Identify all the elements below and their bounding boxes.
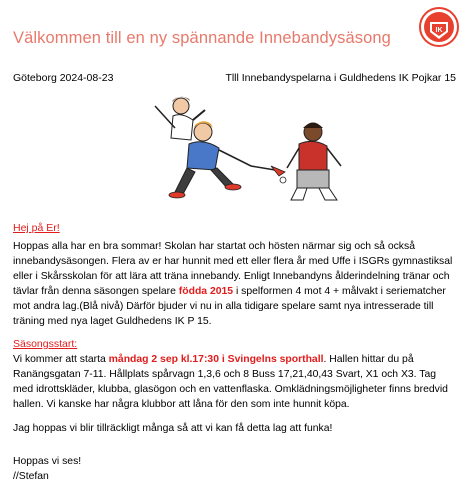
- closing: Hoppas vi ses! //Stefan: [13, 454, 459, 484]
- season-heading: Säsongsstart:: [13, 338, 78, 350]
- floorball-players-illustration: [115, 88, 365, 208]
- signature: //Stefan: [13, 471, 49, 483]
- hope-paragraph: Jag hoppas vi blir tillräckligt många så att vi kan få detta lag att funka!: [13, 423, 333, 434]
- intro-paragraph: Hoppas alla har en bra sommar! Skolan har startat och hösten närmar sig och så också innebandysäsongen. Flera av er har hunnit med ett eller flera år med Uffe i ISGRs gymnastiksal eller i Skårsskolan för att lära att träna innebandy. Enligt Innebandyns ålderindelning tränar och tävlar från denna säsongen spelare födda 2015 i spelformen 4 mot 4 + målvakt i seriematcher mot andra lag.(Blå nivå) Därför bjuder vi nu in alla tidigare spelare samt nya intresserade till träning med nya laget Guldhedens IK P 15.: [13, 241, 453, 328]
- ball: [280, 177, 286, 183]
- svg-text:IK: IK: [435, 27, 443, 34]
- greeting: Hej på Er!: [13, 222, 60, 234]
- goalkeeper: [287, 123, 341, 200]
- letter-date: Göteborg 2024-08-23: [13, 72, 114, 84]
- club-logo: [418, 6, 460, 48]
- page-title: Välkommen till en ny spännande Innebandysäsong: [13, 29, 391, 47]
- letter-recipient: Tlll Innebandyspelarna i Guldhedens IK Pojkar 15: [225, 72, 456, 84]
- birth-year-highlight: födda 2015: [178, 286, 234, 298]
- season-paragraph: Vi kommer att starta måndag 2 sep kl.17:30 i Svingelns sporthall. Hallen hittar du på Ranängsgatan 7-11. Hållplats spårvagn 1,3,6 och 8 Buss 17,21,40,43 Svart, X1 och X3. Tag med idrottskläder, klubba, glasögon och en vattenflaska. Omklädningsmöjligheter finns bredvid hallen. Vi kanske har några klubbor att låna för den som inte hunnit köpa.: [13, 354, 448, 411]
- start-date-highlight: måndag 2 sep kl.17:30 i Svingelns sporthall: [108, 354, 324, 365]
